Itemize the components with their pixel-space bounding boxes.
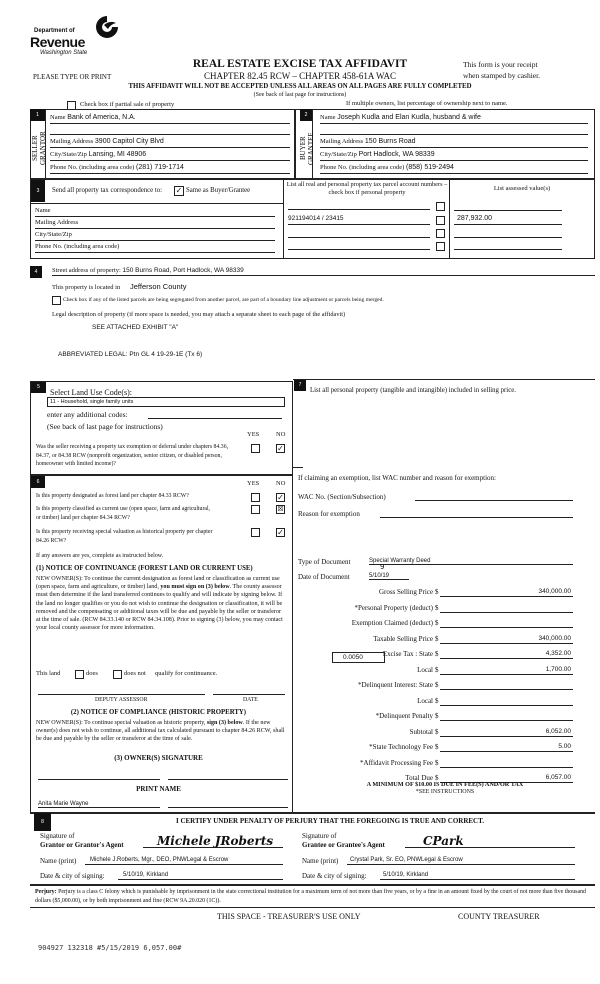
logo-line2: Revenue [30, 34, 85, 50]
exemption-no-checkbox[interactable]: ✓ [277, 444, 284, 453]
perjury-bottom-rule [30, 907, 595, 908]
buyer-name-field[interactable]: Name Joseph Kudla and Elan Kudla, husband & wife [320, 113, 588, 124]
does-not-label: does not [124, 670, 146, 677]
section-7-number: 7 [294, 380, 306, 391]
abbreviated-legal-value: ABBREVIATED LEGAL: Ptn GL 4 19-29-1E (Tx 6) [58, 351, 203, 358]
owner-signature-line-1[interactable] [38, 772, 160, 780]
buyer-name-line-2[interactable] [320, 124, 588, 135]
segregated-label: Check box if any of the listed parcels are being segregated from another parcel, are part of a boundary line adjustment or parcels being merged. [63, 297, 384, 303]
section-6-number: 6 [31, 476, 45, 488]
form-subtitle: CHAPTER 82.45 RCW – CHAPTER 458-61A WAC [204, 71, 396, 81]
parcel-personal-checkbox[interactable] [436, 242, 445, 251]
personal-property-rule [293, 467, 303, 468]
personal-property-label: List all personal property (tangible and intangible) included in selling price. [310, 387, 516, 394]
same-as-buyer-checkbox[interactable]: ✓ [175, 186, 183, 195]
legal-description-value: SEE ATTACHED EXHIBIT "A" [92, 324, 179, 331]
grantor-signature: Michele JRoberts [157, 834, 274, 848]
deputy-assessor-signature-line[interactable] [38, 687, 205, 695]
tax-row-label: Exemption Claimed (deduct) [351, 619, 433, 627]
tax-row-value-field[interactable] [440, 618, 573, 628]
correspondence-name-field[interactable]: Name [35, 206, 275, 217]
seller-buyer-divider [294, 109, 296, 179]
print-name-field-2[interactable] [168, 799, 288, 808]
currency-symbol: $ [435, 712, 439, 720]
seller-city-value: Lansing, MI 48906 [88, 151, 147, 158]
forest-land-no-checkbox[interactable]: ✓ [277, 493, 284, 502]
buyer-side-label: BUYER GRANTEE [299, 132, 315, 165]
grantor-date-label: Date & city of signing: [40, 872, 105, 880]
notice-continuance-text: NEW OWNER(S): To continue the current designation as forest land or classification as current use (open space, farm and agriculture, or timber) land, you must sign on (3) below. The county assessor must then determine if the land transferred continues to qualify and will indicate by signing below. If the land no longer qualifies or you do not wish to continue the designation or classification, it will be removed and the compensating or additional taxes will be due and payable by the seller or transferor at the time of sale. (RCW 84.33.140 or RCW 84.34.108). Prior to signing (3) below, you may contact your local county assessor for more information. [36, 576, 283, 632]
tax-row-value-field[interactable] [440, 696, 573, 706]
yes-header: YES [247, 431, 260, 438]
document-type-label: Type of Document [298, 558, 351, 566]
buyer-city-field[interactable]: City/State/Zip Port Hadlock, WA 98339 [320, 150, 588, 161]
seller-mailing-value: 3900 Capitol City Blvd [94, 138, 164, 145]
grantor-date-field[interactable] [118, 870, 283, 880]
owner-signature-line-2[interactable] [168, 772, 288, 780]
currency-symbol: $ [435, 634, 439, 643]
please-type-note: PLEASE TYPE OR PRINT [33, 73, 112, 81]
no-header: NO [276, 431, 286, 438]
partial-sale-label: Check box if partial sale of property [80, 101, 175, 108]
exemption-header: If claiming an exemption, list WAC number and reason for exemption: [298, 474, 496, 482]
document-date-field[interactable] [369, 571, 409, 580]
document-type-value: Special Warranty Deed [369, 558, 431, 564]
forest-land-yes-checkbox[interactable] [251, 493, 260, 502]
correspondence-city-field[interactable]: City/State/Zip [35, 230, 275, 241]
tax-row-value: 6,052.00 [545, 727, 571, 735]
seller-mailing-field[interactable]: Mailing Address 3900 Capitol City Blvd [50, 137, 290, 148]
parcel-number-field[interactable] [288, 214, 430, 225]
parcel-number-field[interactable] [288, 200, 430, 210]
tax-row-value-field[interactable] [440, 603, 573, 613]
parcel-personal-checkbox[interactable] [436, 229, 445, 238]
buyer-name-value: Joseph Kudla and Elan Kudla, husband & wife [337, 114, 481, 121]
seller-city-field[interactable]: City/State/Zip Lansing, MI 48906 [50, 150, 290, 161]
section-5-number: 5 [31, 382, 46, 393]
local-rate-field[interactable] [332, 652, 385, 663]
reason-input[interactable] [380, 509, 573, 518]
grantee-date-field[interactable] [380, 870, 575, 880]
currency-symbol: $ [435, 619, 439, 627]
see-instructions-note: *SEE INSTRUCTIONS [415, 789, 475, 795]
tax-row-label: Local [417, 665, 433, 674]
land-use-select[interactable] [47, 397, 285, 407]
middle-bottom-rule [30, 812, 595, 814]
document-date-label: Date of Document [298, 573, 350, 581]
grantee-signature-field[interactable] [405, 834, 575, 848]
county-treasurer-label: COUNTY TREASURER [458, 912, 540, 921]
currency-symbol: $ [435, 665, 439, 674]
tax-row-value-field[interactable] [440, 758, 573, 768]
parcel-number-field[interactable] [288, 228, 430, 238]
tax-row-value: 5.00 [558, 743, 571, 750]
tax-row-value: 4,352.00 [545, 650, 571, 657]
print-name-field-1[interactable] [38, 799, 160, 808]
designation-no-header: NO [276, 480, 286, 487]
currency-symbol: $ [435, 758, 439, 767]
currency-symbol: $ [435, 681, 439, 689]
currency-symbol: $ [435, 727, 439, 736]
parcel-personal-checkbox[interactable] [436, 216, 445, 225]
historic-yes-checkbox[interactable] [251, 528, 260, 537]
tax-row-label: *State Technology Fee [369, 743, 433, 751]
document-date-value: 5/10/19 [369, 573, 390, 579]
currency-symbol: $ [435, 588, 439, 596]
parcel-header: List all real and personal property tax parcel account numbers – check box if personal property [286, 181, 448, 196]
receipt-note-2: when stamped by cashier. [463, 71, 541, 80]
buyer-mailing-field[interactable]: Mailing Address 150 Burns Road [320, 137, 588, 148]
grantee-sig-label-2: Grantee or Grantee's Agent [302, 841, 385, 849]
tax-row-value-field[interactable] [440, 665, 573, 675]
seller-phone-value: (281) 719-1714 [136, 164, 184, 171]
grantee-date-value: 5/10/19, Kirkland [383, 872, 429, 878]
tax-row-label: Subtotal [409, 727, 433, 736]
exemption-question: Was the seller receiving a property tax exemption or deferral under chapters 84.36, 84.37, or 84.38 RCW (nonprofit organization, senior citizen, or disabled person, homeowner with limited income)? [36, 444, 229, 467]
notice-continuance-title: (1) NOTICE OF CONTINUANCE (FOREST LAND OR CURRENT USE) [36, 565, 253, 572]
tax-row-value-field[interactable] [440, 634, 573, 644]
land-use-label: Select Land Use Code(s): [50, 388, 132, 397]
grantee-signature: CPark [423, 834, 464, 848]
section-3-header-rule [30, 203, 283, 204]
assessed-value-field[interactable] [454, 228, 562, 238]
forest-land-question: Is this property designated as forest land per chapter 84.33 RCW? [36, 493, 189, 499]
local-rate-value: 0.0050 [343, 654, 363, 661]
tax-row-value-field[interactable] [440, 711, 573, 721]
parcel-number-field[interactable] [288, 240, 430, 250]
seller-name-line-2[interactable] [50, 124, 290, 135]
grantee-date-label: Date & city of signing: [302, 872, 367, 880]
grantee-name-label: Name (print) [302, 857, 339, 865]
tax-row-label: Local [417, 696, 433, 705]
minimum-due-note: A MINIMUM OF $10.00 IS DUE IN FEE(S) AND/OR TAX [366, 781, 524, 788]
tax-row-label: Excise Tax : State [382, 650, 433, 658]
street-address-value: 150 Burns Road, Port Hadlock, WA 98339 [122, 267, 244, 274]
tax-row-label: Total Due [405, 774, 433, 782]
deputy-assessor-date-line[interactable] [213, 687, 285, 695]
tax-row-value-field[interactable] [440, 587, 573, 597]
designation-yes-header: YES [247, 480, 260, 487]
land-use-selected: 11 - Household, single family units [50, 399, 134, 405]
county-value: Jefferson County [129, 282, 187, 291]
currency-symbol: $ [435, 650, 439, 658]
left-column-left-rule [30, 381, 31, 813]
historic-no-checkbox[interactable]: ✓ [277, 528, 284, 537]
tax-row-value-field[interactable] [440, 727, 573, 737]
tax-row-value: 1,700.00 [545, 665, 571, 673]
certification-bottom-rule [30, 884, 595, 886]
additional-codes-input[interactable] [148, 410, 282, 419]
section-8-number: 8 [34, 813, 51, 831]
currency-symbol: $ [435, 743, 439, 751]
grantee-name-value: Crystal Park, Sr. EO, PNWLegal & Escrow [350, 857, 463, 863]
same-as-buyer-label: Same as Buyer/Grantee [186, 187, 251, 194]
grantor-sig-label-2: Grantor or Grantor's Agent [40, 841, 124, 849]
logo-line3: Washington State [40, 50, 88, 56]
historic-question: Is this property receiving special valuation as historical property per chapter 84.26 RCW? [36, 529, 213, 544]
section-3-number: 3 [31, 180, 45, 202]
tax-row-label: *Delinquent Penalty [375, 712, 433, 720]
reason-label: Reason for exemption [298, 510, 360, 518]
receipt-note-1: This form is your receipt [463, 60, 538, 69]
parcel-number-value: 921194014 / 23415 [288, 215, 344, 222]
deputy-assessor-label: DEPUTY ASSESSOR [95, 697, 148, 703]
logo-line1: Department of [34, 28, 75, 34]
seller-side-label: SELLER GRANTOR [31, 131, 47, 166]
tax-row-label: Gross Selling Price [378, 588, 433, 596]
document-date-correction: 9 [380, 563, 385, 571]
parcel-personal-checkbox[interactable] [436, 202, 445, 211]
exemption-yes-checkbox[interactable] [251, 444, 260, 453]
grantee-sig-label-1: Signature of [302, 832, 337, 840]
section-4-number: 4 [30, 266, 42, 278]
tax-row-value-field[interactable] [440, 680, 573, 690]
correspondence-label: Send all property tax correspondence to: [52, 187, 163, 194]
correspondence-divider [283, 179, 284, 259]
assessed-value-field[interactable] [454, 201, 562, 211]
correspondence-mailing-field[interactable]: Mailing Address [35, 218, 275, 229]
grantor-name-field[interactable] [85, 855, 283, 865]
grantor-name-label: Name (print) [40, 857, 77, 865]
property-located-row: This property is located in Jefferson County [52, 282, 187, 291]
buyer-mailing-value: 150 Burns Road [364, 138, 416, 145]
assessed-value-field[interactable] [454, 214, 562, 225]
currency-symbol: $ [435, 696, 439, 705]
assessed-header: List assessed value(s) [493, 185, 551, 192]
grantee-name-field[interactable] [347, 855, 575, 865]
assessed-value-field[interactable] [454, 240, 562, 250]
treasurer-use-label: THIS SPACE - TREASURER'S USE ONLY [217, 912, 361, 921]
grantor-signature-field[interactable] [143, 834, 283, 848]
completion-warning: THIS AFFIDAVIT WILL NOT BE ACCEPTED UNLESS ALL AREAS ON ALL PAGES ARE FULLY COMPLETED [128, 83, 472, 90]
tax-row-label: Taxable Selling Price [373, 634, 433, 643]
tax-row-value-field[interactable] [440, 649, 573, 659]
wac-number-input[interactable] [415, 492, 573, 501]
legal-description-label: Legal description of property (if more space is needed, you may attach a separate sheet to each page of the affidavit) [52, 311, 346, 318]
notice-compliance-text: NEW OWNER(S): To continue special valuation as historic property, sign (3) below. If the new owner(s) does not wish to continue, all additional tax calculated pursuant to chapter 84.26 RCW, shall be due and payable by the seller or transferor at the time of sale. [36, 720, 285, 743]
currency-symbol: $ [435, 774, 439, 782]
seller-name-value: Bank of America, N.A. [67, 114, 136, 121]
seller-name-field[interactable]: Name Bank of America, N.A. [50, 113, 290, 124]
tax-row-value-field[interactable] [440, 742, 573, 752]
segregated-checkbox[interactable] [52, 296, 61, 305]
section-2-number: 2 [300, 109, 312, 121]
section-1-number: 1 [30, 109, 45, 121]
grantor-date-value: 5/10/19, Kirkland [123, 872, 169, 878]
tax-row-label: *Personal Property (deduct) [354, 603, 433, 612]
buyer-city-value: Port Hadlock, WA 98339 [358, 151, 435, 158]
tax-row-value: 340,000.00 [538, 634, 571, 642]
document-type-field[interactable] [369, 556, 573, 565]
certification-title: I CERTIFY UNDER PENALTY OF PERJURY THAT THE FOREGOING IS TRUE AND CORRECT. [175, 817, 484, 825]
dor-swirl-icon [94, 14, 120, 40]
currency-symbol: $ [435, 603, 439, 612]
section-6-rule [30, 474, 293, 476]
does-label: does [86, 670, 98, 677]
land-use-instructions: (See back of last page for instructions) [47, 422, 163, 431]
additional-codes-label: enter any additional codes: [47, 410, 128, 419]
assessed-value: 287,932.00 [457, 215, 493, 222]
seller-phone-field[interactable]: Phone No. (including area code) (281) 719-1714 [50, 163, 290, 174]
qualify-label: qualify for continuance. [155, 670, 218, 677]
form-title: REAL ESTATE EXCISE TAX AFFIDAVIT [192, 58, 408, 70]
print-name-title: PRINT NAME [136, 785, 181, 793]
buyer-phone-value: (858) 519-2494 [406, 164, 454, 171]
cashier-stamp: 904927 132318 #5/15/2019 6,057.00# [38, 944, 182, 952]
tax-row-value: 340,000.00 [538, 588, 571, 595]
owner-signature-title: (3) OWNER(S) SIGNATURE [114, 754, 203, 762]
this-land-label: This land [36, 670, 61, 677]
grantor-name-value: Michele J.Roberts, Mgr., DEO, PNWLegal & Escrow [90, 857, 229, 863]
print-name-value: Anita Marie Wayne [38, 801, 89, 807]
tax-row-label: *Delinquent Interest: State [357, 681, 433, 689]
buyer-phone-field[interactable]: Phone No. (including area code) (858) 519-2494 [320, 163, 588, 174]
does-not-checkbox[interactable] [113, 670, 122, 679]
if-yes-note: If any answers are yes, complete as instructed below. [36, 553, 164, 559]
multiple-owners-note: If multiple owners, list percentage of ownership next to name. [346, 100, 508, 107]
street-address-field[interactable]: Street address of property: 150 Burns Road, Port Hadlock, WA 98339 [52, 266, 595, 276]
dor-logo [30, 10, 130, 62]
deputy-date-label: DATE [243, 697, 258, 703]
does-checkbox[interactable] [75, 670, 84, 679]
tax-row-label: *Affidavit Processing Fee [360, 758, 433, 767]
wac-label: WAC No. (Section/Subsection) [298, 493, 386, 501]
grantor-sig-label-1: Signature of [40, 832, 75, 840]
current-use-yes-checkbox[interactable] [251, 505, 260, 514]
current-use-question: Is this property classified as current use (open space, farm and agricultural, or timber) land per chapter 84.34 RCW? [36, 506, 211, 521]
instructions-note: (See back of last page for instructions) [253, 92, 347, 98]
perjury-notice: Perjury: Perjury is a class C felony which is punishable by imprisonment in the state correctional institution for a maximum term of not more than five years, or by a fine in an amount fixed by the court of not more than five thousand dollars ($5,000.00), or by both imprisonment and fine (RCW 9A.20.020 (1C)). [35, 889, 586, 904]
parcel-divider [449, 179, 450, 259]
notice-compliance-title: (2) NOTICE OF COMPLIANCE (HISTORIC PROPERTY) [70, 709, 247, 716]
correspondence-phone-field[interactable]: Phone No. (including area code) [35, 242, 275, 253]
current-use-no-checkbox[interactable]: ☒ [277, 505, 284, 513]
tax-row-value: 6,057.00 [545, 774, 571, 781]
